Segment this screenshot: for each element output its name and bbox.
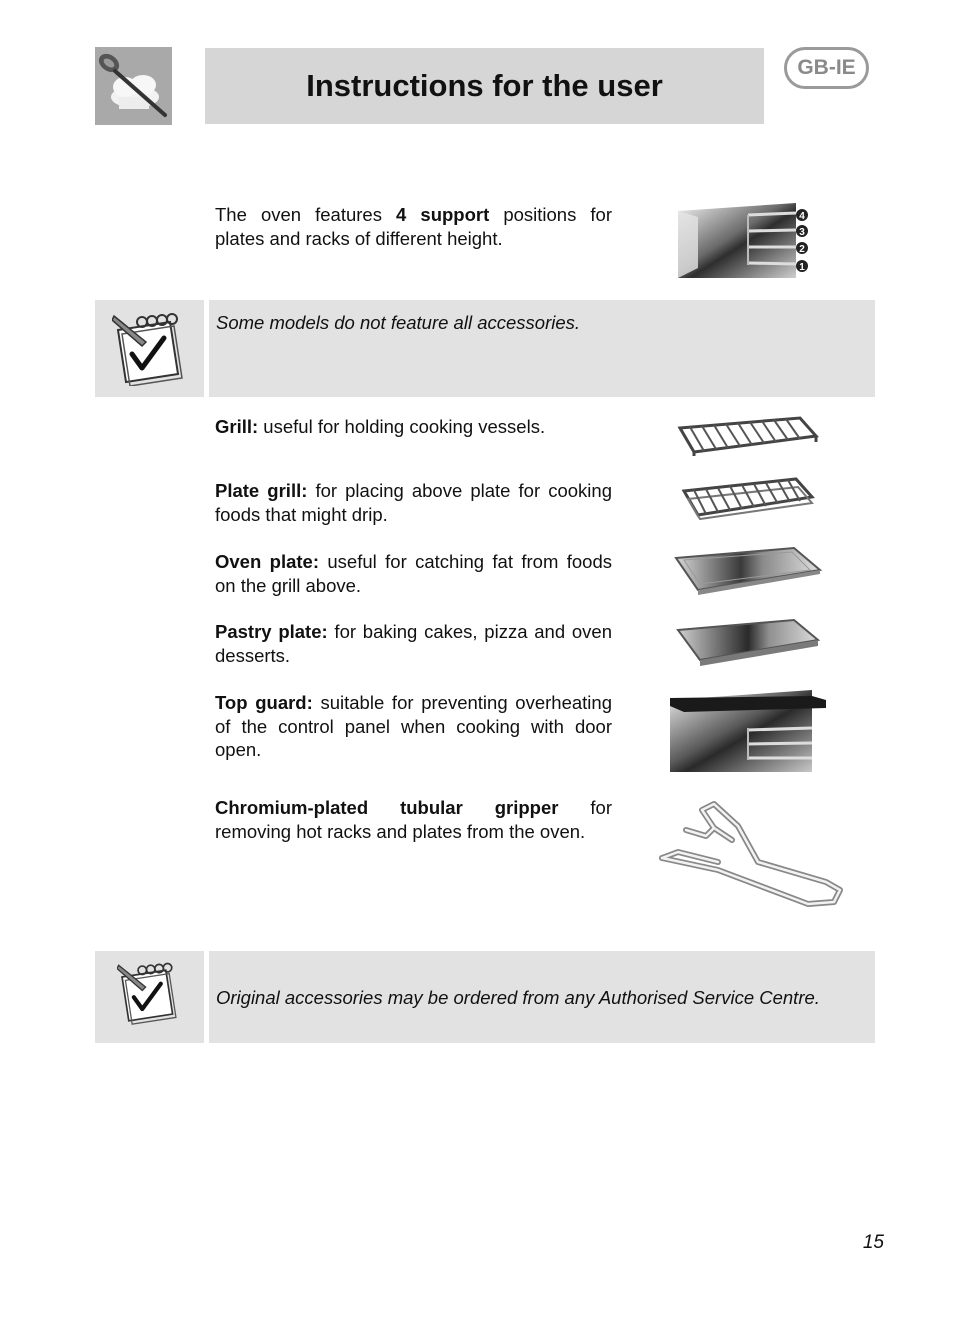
accessory-description: for removing hot racks and plates from the oven. bbox=[215, 797, 613, 842]
accessory-grill bbox=[215, 415, 612, 439]
accessory-gripper bbox=[215, 796, 612, 843]
accessory-description: useful for holding cooking vessels. bbox=[258, 416, 546, 437]
top-guard-image bbox=[670, 690, 826, 772]
title-banner bbox=[205, 48, 764, 124]
position-label: 3 bbox=[799, 227, 805, 238]
accessory-description: suitable for preventing overheating of the control panel when cooking with door open. bbox=[215, 692, 612, 760]
accessory-pastry-plate bbox=[215, 620, 612, 667]
page-number: 15 bbox=[862, 1232, 884, 1253]
grill-rack-image bbox=[676, 414, 820, 458]
accessory-description: useful for catching fat from foods on the grill above. bbox=[215, 551, 612, 596]
spoon-and-chef-hat-icon bbox=[95, 47, 172, 125]
accessory-plate-grill bbox=[215, 479, 612, 526]
plate-grill-image bbox=[680, 475, 816, 521]
accessory-description: for placing above plate for cooking foods that might drip. bbox=[215, 480, 612, 525]
accessory-oven-plate bbox=[215, 550, 612, 597]
tubular-gripper-image bbox=[658, 800, 848, 910]
position-label: 2 bbox=[799, 244, 805, 255]
accessory-name: Pastry plate: bbox=[215, 621, 328, 642]
accessory-top-guard bbox=[215, 691, 612, 762]
notepad-check-icon bbox=[117, 961, 181, 1025]
intro-text-after: positions for plates and racks of different height. bbox=[215, 204, 613, 249]
accessory-name: Chromium-plated tubular gripper bbox=[215, 797, 559, 818]
intro-paragraph bbox=[215, 203, 612, 250]
oven-support-positions-image bbox=[678, 203, 810, 278]
accessory-name: Oven plate: bbox=[215, 551, 319, 572]
region-badge: GB-IE bbox=[784, 47, 869, 89]
note-text: Original accessories may be ordered from any Authorised Service Centre. bbox=[216, 987, 820, 1008]
accessory-name: Plate grill: bbox=[215, 480, 308, 501]
oven-plate-image bbox=[674, 544, 822, 596]
note-icon-panel bbox=[95, 951, 204, 1043]
intro-bold: 4 support bbox=[396, 204, 490, 225]
position-label: 4 bbox=[799, 211, 805, 222]
note-icon-panel bbox=[95, 300, 204, 397]
note-text: Some models do not feature all accessories. bbox=[216, 312, 581, 333]
accessory-description: for baking cakes, pizza and oven desserts. bbox=[215, 621, 612, 666]
position-label: 1 bbox=[799, 262, 805, 273]
pastry-plate-image bbox=[676, 616, 820, 668]
page-title: Instructions for the user bbox=[306, 68, 663, 103]
notepad-check-icon bbox=[112, 312, 188, 386]
accessory-name: Top guard: bbox=[215, 692, 313, 713]
accessory-name: Grill: bbox=[215, 416, 259, 437]
intro-text-before: The oven features bbox=[215, 204, 397, 225]
